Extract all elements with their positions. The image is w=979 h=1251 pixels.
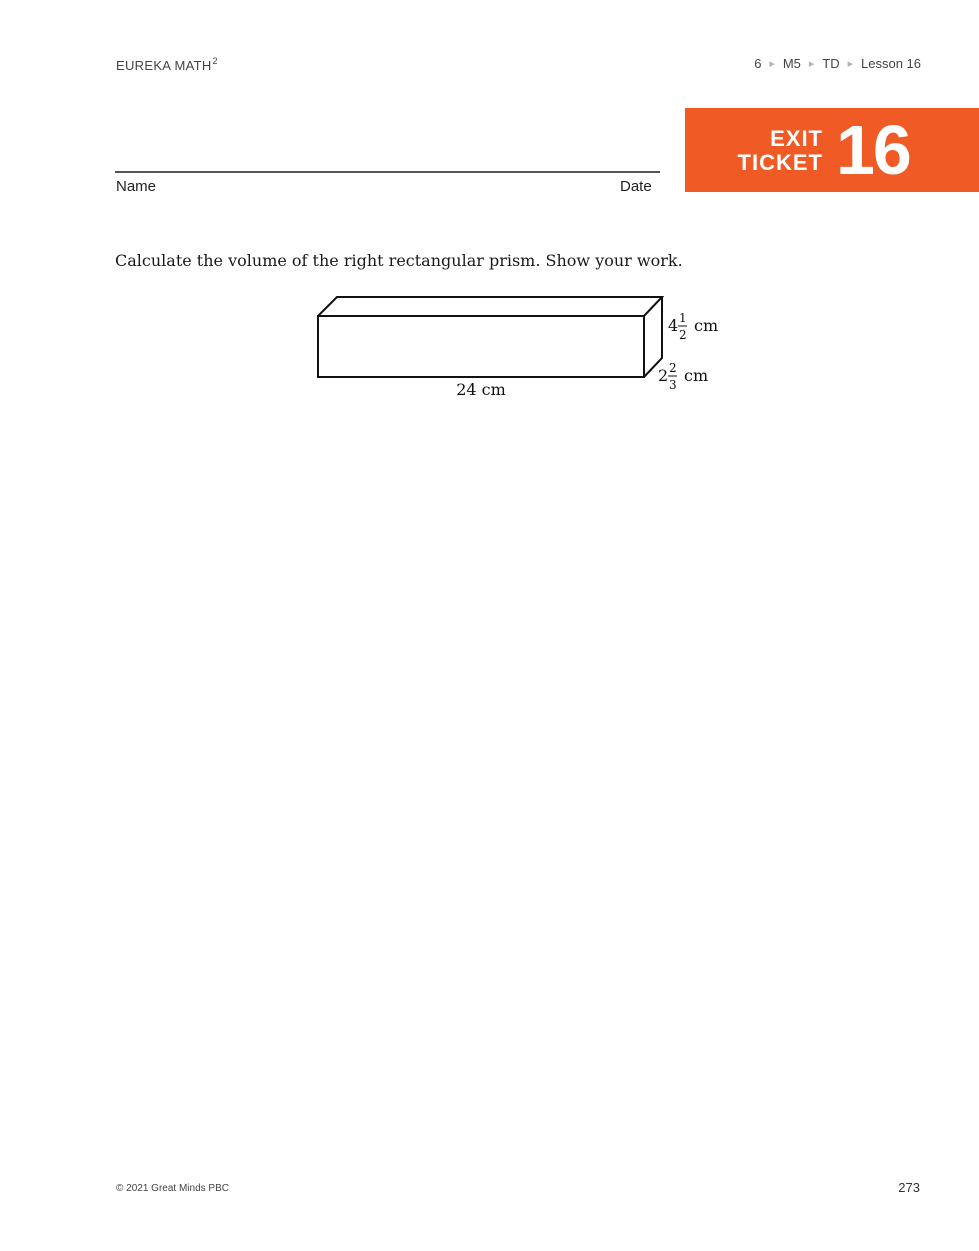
breadcrumb bbox=[754, 56, 921, 71]
breadcrumb-lesson: Lesson 16 bbox=[861, 56, 921, 71]
depth-numerator: 2 bbox=[669, 361, 677, 375]
brand-name: EUREKA MATH bbox=[116, 58, 212, 73]
breadcrumb-separator-icon: ▶ bbox=[808, 60, 815, 68]
breadcrumb-separator-icon: ▶ bbox=[847, 60, 853, 68]
exit-ticket-title bbox=[738, 127, 823, 175]
date-label: Date bbox=[620, 178, 652, 195]
breadcrumb-grade: 6 bbox=[754, 56, 762, 71]
height-numerator: 1 bbox=[679, 311, 687, 325]
problem-prompt: Calculate the volume of the right rectangular prism. Show your work. bbox=[115, 251, 683, 270]
page-number: 273 bbox=[898, 1180, 920, 1195]
height-denominator: 2 bbox=[679, 328, 687, 342]
brand-superscript: 2 bbox=[212, 56, 218, 66]
breadcrumb-topic: TD bbox=[822, 56, 840, 71]
exit-ticket-number: 16 bbox=[836, 111, 910, 189]
depth-denominator: 3 bbox=[669, 378, 677, 392]
name-date-line[interactable] bbox=[115, 171, 660, 173]
prism-front-face bbox=[318, 316, 644, 377]
breadcrumb-separator-icon: ▶ bbox=[769, 60, 775, 68]
exit-ticket-badge bbox=[685, 108, 979, 192]
length-label: 24 cm bbox=[456, 380, 506, 399]
depth-whole: 2 bbox=[658, 366, 669, 385]
depth-label bbox=[658, 361, 708, 392]
height-label bbox=[668, 311, 718, 342]
rectangular-prism-diagram bbox=[300, 285, 740, 405]
depth-unit: cm bbox=[684, 366, 709, 385]
prism-top-face bbox=[318, 297, 662, 316]
breadcrumb-module: M5 bbox=[782, 56, 801, 71]
prism-side-face bbox=[644, 297, 662, 377]
exit-ticket-line1: EXIT bbox=[770, 126, 823, 151]
exit-ticket-line2: TICKET bbox=[737, 150, 823, 175]
brand-logo bbox=[116, 56, 218, 73]
copyright-text: © 2021 Great Minds PBC bbox=[116, 1183, 229, 1194]
height-whole: 4 bbox=[668, 316, 679, 335]
height-unit: cm bbox=[694, 316, 719, 335]
name-label: Name bbox=[116, 178, 157, 195]
